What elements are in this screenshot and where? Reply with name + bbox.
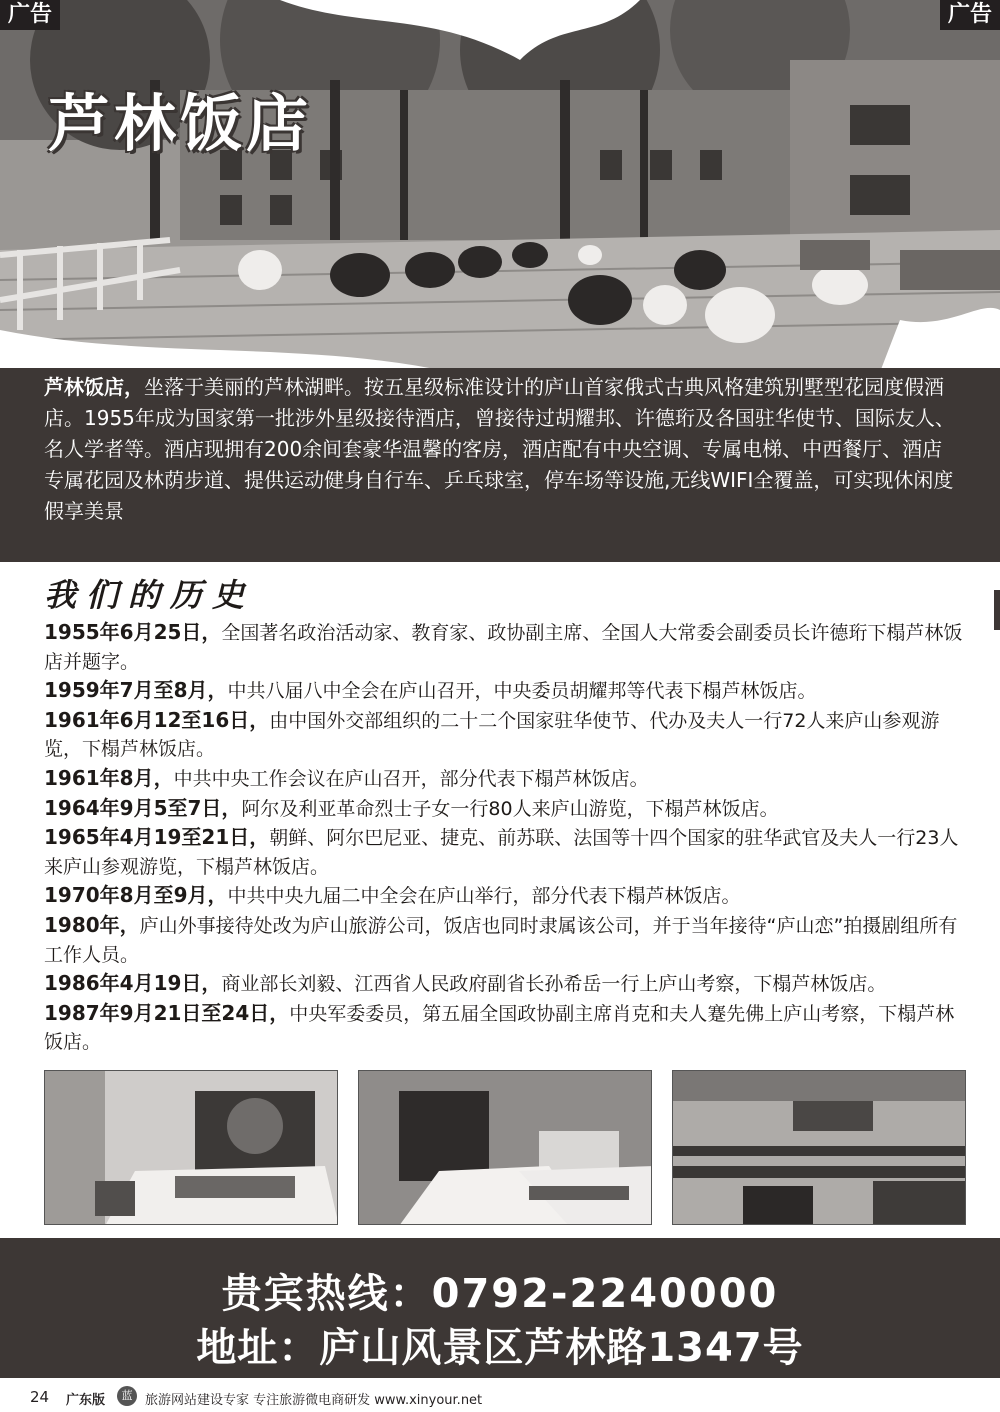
history-text: 全国著名政治活动家、教育家、政协副主席、全国人大常委会副委员长许德珩下榻芦林饭店并题字。 bbox=[44, 622, 963, 673]
photo-strip bbox=[44, 1070, 966, 1225]
history-date: 1961年6月12至16日， bbox=[44, 707, 270, 732]
page-number: 24 bbox=[30, 1388, 50, 1406]
history-text: 庐山外事接待处改为庐山旅游公司，饭店也同时隶属该公司，并于当年接待“庐山恋”拍摄剧组所有工作人员。 bbox=[44, 914, 958, 966]
publisher-logo: 蓝 bbox=[117, 1386, 137, 1406]
hotel-courtyard-illustration bbox=[0, 0, 1000, 372]
contact-panel bbox=[0, 1238, 1000, 1378]
history-entry bbox=[44, 676, 968, 706]
history-date: 1980年， bbox=[44, 912, 140, 937]
page-footer bbox=[0, 1384, 1000, 1412]
guest-room-photo-2 bbox=[358, 1070, 652, 1225]
history-entry bbox=[44, 969, 968, 999]
history-entry bbox=[44, 881, 968, 911]
history-date: 1959年7月至8月， bbox=[44, 678, 228, 703]
history-entry bbox=[44, 618, 968, 676]
history-date: 1964年9月5至7日， bbox=[44, 795, 242, 820]
vip-hotline: 贵宾热线：0792-2240000 bbox=[221, 1271, 779, 1317]
hotel-address: 地址：庐山风景区芦林路1347号 bbox=[196, 1325, 804, 1371]
history-entry bbox=[44, 999, 968, 1057]
history-entry bbox=[44, 911, 968, 969]
history-heading: 我们的历史 bbox=[44, 576, 255, 614]
history-text: 中央军委委员，第五届全国政协副主席肖克和夫人蹇先佛上庐山考察，下榻芦林饭店。 bbox=[44, 1002, 955, 1054]
history-entry bbox=[44, 823, 968, 881]
ad-label-right: 广告 bbox=[940, 0, 1000, 30]
history-date: 1986年4月19日， bbox=[44, 971, 222, 996]
guest-room-illustration bbox=[45, 1071, 338, 1225]
history-date: 1955年6月25日， bbox=[44, 620, 222, 644]
footer-slogan: 旅游网站建设专家 专注旅游微电商研发 www.xinyour.net bbox=[145, 1393, 483, 1408]
history-text: 阿尔及利亚革命烈士子女一行80人来庐山游览，下榻芦林饭店。 bbox=[241, 797, 779, 820]
side-mark bbox=[994, 590, 1000, 630]
intro-lead: 芦林饭店， bbox=[44, 375, 144, 399]
meeting-room-photo bbox=[672, 1070, 966, 1225]
guest-room-photo-1 bbox=[44, 1070, 338, 1225]
edition-label: 广东版 bbox=[66, 1393, 106, 1408]
history-date: 1965年4月19至21日， bbox=[44, 825, 270, 850]
history-text: 朝鲜、阿尔巴尼亚、捷克、前苏联、法国等十四个国家的驻华武官及夫人一行23人来庐山参观游览，下榻芦林饭店。 bbox=[44, 827, 959, 878]
history-text: 商业部长刘毅、江西省人民政府副省长孙希岳一行上庐山考察，下榻芦林饭店。 bbox=[221, 973, 887, 996]
intro-panel bbox=[0, 368, 1000, 562]
history-date: 1961年8月， bbox=[44, 765, 174, 790]
meeting-room-illustration bbox=[673, 1071, 966, 1225]
ad-label-left: 广告 bbox=[0, 0, 60, 30]
history-date: 1970年8月至9月， bbox=[44, 883, 228, 908]
hotel-title: 芦林饭店 bbox=[48, 87, 313, 160]
twin-room-illustration bbox=[359, 1071, 652, 1225]
hero-photo bbox=[0, 0, 1000, 372]
history-list bbox=[44, 618, 968, 1057]
history-entry bbox=[44, 706, 968, 764]
history-text: 中共中央工作会议在庐山召开，部分代表下榻芦林饭店。 bbox=[173, 767, 649, 790]
history-text: 中共八届八中全会在庐山召开，中央委员胡耀邦等代表下榻芦林饭店。 bbox=[227, 680, 817, 703]
history-text: 中共中央九届二中全会在庐山举行，部分代表下榻芦林饭店。 bbox=[227, 885, 741, 908]
history-entry bbox=[44, 794, 968, 824]
intro-text: 坐落于美丽的芦林湖畔。按五星级标准设计的庐山首家俄式古典风格建筑别墅型花园度假酒店。1955年成为国家第一批涉外星级接待酒店，曾接待过胡耀邦、许德珩及各国驻华使节、国际友人、名人学者等。酒店现拥有200余间套豪华温馨的客房，酒店配有中央空调、专属电梯、中西餐厅、酒店专属花园及林荫步道、提供运动健身自行车、乒乓球室，停车场等设施,无线WIFI全覆盖，可实现休闲度假享美景 bbox=[44, 375, 955, 523]
history-text: 由中国外交部组织的二十二个国家驻华使节、代办及夫人一行72人来庐山参观游览，下榻芦林饭店。 bbox=[44, 709, 940, 761]
history-entry bbox=[44, 764, 968, 794]
history-date: 1987年9月21日至24日， bbox=[44, 1000, 290, 1025]
